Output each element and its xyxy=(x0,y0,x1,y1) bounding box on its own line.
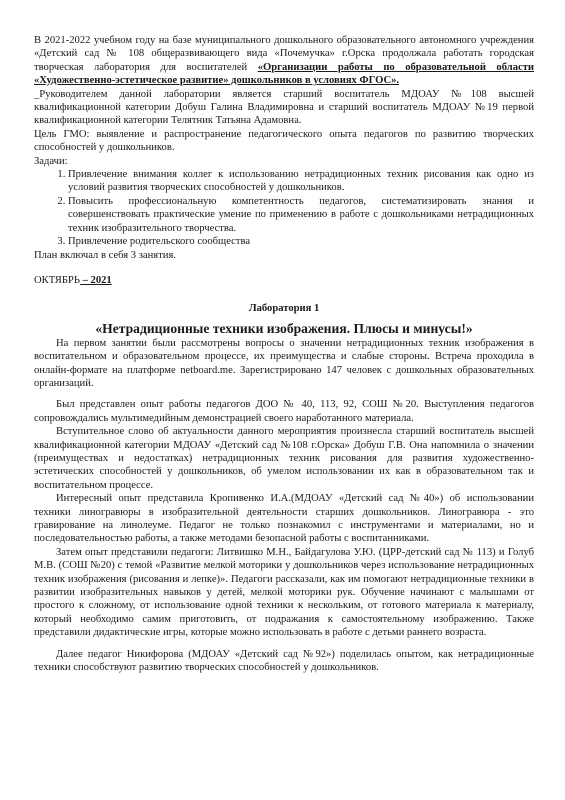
laboratory-name: «Организации работы по образовательной области «Художественно-эстетическое развитие» дошкольников в условиях ФГОС». xyxy=(34,61,535,87)
body-paragraph: Вступительное слово об актуальности данного мероприятия произнесла старший воспитатель высшей квалификационной категории МДОАУ «Детский сад №108 г.Орска» Добуш Г.В. Она напомнила о значении (преимуществах и недостатках) нетрадиционных техник рисования для развития художественно-эстетических способностей у дошкольников, об умелом использовании их как в образовательном так и воспитательном процессе. xyxy=(34,426,534,491)
month-year: 2021 xyxy=(90,274,112,286)
goal-paragraph: Цель ГМО: выявление и распространение педагогического опыта педагогов по развитию творческих способностей у дошкольников. xyxy=(34,128,534,154)
body-paragraph: Был представлен опыт работы педагогов ДОО № 40, 113, 92, СОШ №20. Выступления педагогов сопровождались мультимедийным демонстрацией своего наработанного материала. xyxy=(34,399,534,424)
intro-text: В 2021-2022 учебном году на базе муниципального дошкольного образовательного автономного учреждения «Детский сад № 108 общеразвивающего вида «Почемучка» г.Орска продолжала работать городская творческая лаборатория для воспитателей xyxy=(34,35,534,73)
body-paragraph: На первом занятии были рассмотрены вопросы о значении нетрадиционных техник изображения в воспитательном и образовательном процессе, их преимущества и слабые стороны. Встреча проходила в онлайн-формате на платформе netboard.me. Зарегистрировано 147 человек с дошкольных образовательных организаций. xyxy=(34,337,534,389)
month-heading xyxy=(34,274,534,287)
document-body xyxy=(34,34,534,674)
leaders-paragraph: _Руководителем данной лаборатории является старший воспитатель МДОАУ №108 высшей квалификационной категории Добуш Галина Владимировна и старший воспитатель МДОАУ №19 первой квалификационной категории Телятник Татьяна Адамовна. xyxy=(34,88,534,127)
task-item: 3. Привлечение родительского сообщества xyxy=(68,235,534,248)
laboratory-number: Лаборатория 1 xyxy=(248,303,320,315)
task-item: 1. Привлечение внимания коллег к использованию нетрадиционных техник рисования как одно из условий развития творческих способностей у дошкольников. xyxy=(68,168,534,195)
plan-paragraph: План включал в себя 3 занятия. xyxy=(34,249,176,261)
body-paragraph: Интересный опыт представила Кропивенко И.А.(МДОАУ «Детский сад №40») об использовании техники линогравюры в изобразительной деятельности старших дошкольников. Линогравюра - это гравирование на линолеуме. Педагог не только познакомил с инструментами и материалами, но и последовательностью работы, а также методами безопасной работы с воспитанниками. xyxy=(34,493,534,545)
task-item: 2. Повысить профессиональную компетентность педагогов, систематизировать знания и совершенствовать практические умение по применению в работе с дошкольниками нетрадиционных техник изобразительного творчества. xyxy=(68,195,534,235)
laboratory-title: «Нетрадиционные техники изображения. Плюсы и минусы!» xyxy=(95,320,473,336)
body-paragraph: Далее педагог Никифорова (МДОАУ «Детский сад №92») поделилась опытом, как нетрадиционные техники способствуют развитию творческих способностей у дошкольников. xyxy=(34,648,534,674)
tasks-list xyxy=(34,168,534,248)
month-dash: – xyxy=(79,274,91,286)
tasks-label: Задачи: xyxy=(34,155,68,167)
intro-paragraph xyxy=(34,34,534,88)
month-name: ОКТЯБРЬ xyxy=(34,274,80,286)
body-paragraph: Затем опыт представили педагоги: Литвишко М.Н., Байдагулова У.Ю. (ЦРР-детский сад № 113) и Голуб М.В. (СОШ №20) с темой «Развитие мелкой моторики у дошкольников через использование нетрадиционных техник изображения (рисования и лепке)». Педагоги рассказали, как им помогают нетрадиционные техники в развитии изобразительных навыков у детей, мелкой моторики рук. Обучение начинают с малышами от простого к сложному, от использование одной техники к нескольким, от готового материала к материалу, который необходимо самим приготовить, от подражания к самостоятельному изображению. Также представили дидактические игры, которые можно использовать в работе с детьми раннего возраста. xyxy=(34,546,534,639)
